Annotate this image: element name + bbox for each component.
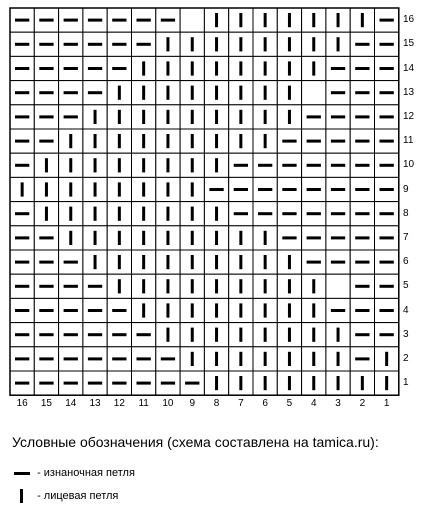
purl-stitch-mark [331,67,345,70]
purl-stitch-mark [282,212,296,215]
row-number-label: 3 [403,328,409,340]
knit-stitch-mark [215,328,218,342]
knit-stitch-mark [239,61,242,75]
knit-stitch-mark [191,134,194,148]
purl-stitch-mark [88,91,102,94]
knit-stitch-mark [191,279,194,293]
knit-stitch-mark [142,110,145,124]
knit-stitch-mark [264,134,267,148]
knit-stitch-mark [288,376,291,390]
purl-stitch-mark [331,140,345,143]
knit-stitch-mark [191,255,194,269]
knit-stitch-mark [166,86,169,100]
column-number-label: 5 [286,398,293,409]
knit-stitch-mark [288,303,291,317]
knit-stitch-mark [166,158,169,172]
purl-stitch-mark [355,212,369,215]
purl-stitch-mark [282,188,296,191]
knit-stitch-mark [264,37,267,51]
purl-stitch-mark [137,19,151,22]
knit-stitch-mark [264,86,267,100]
knit-stitch-mark [337,13,340,27]
knit-stitch-mark [239,37,242,51]
purl-stitch-mark [161,19,175,22]
purl-stitch-mark [380,115,394,118]
purl-stitch-mark [307,164,321,167]
knit-stitch-mark [288,110,291,124]
chart-cell [180,8,204,32]
knit-stitch-mark [166,328,169,342]
knit-stitch-mark [142,279,145,293]
knit-stitch-mark [312,352,315,366]
knit-stitch-mark [118,134,121,148]
purl-stitch-mark [112,382,126,385]
purl-stitch-mark [161,357,175,360]
purl-stitch-mark [355,333,369,336]
column-number-label: 8 [213,398,220,409]
purl-stitch-mark [258,188,272,191]
column-number-label: 6 [262,398,268,409]
knit-stitch-mark [191,110,194,124]
knit-stitch-mark [337,376,340,390]
knit-stitch-mark [45,182,48,196]
column-number-label: 1 [383,398,390,409]
purl-stitch-mark [15,67,29,70]
purl-stitch-mark [307,236,321,239]
knit-stitch-mark [215,37,218,51]
purl-stitch-mark [380,261,394,264]
knit-symbol-icon [12,489,34,503]
chart-cell [302,81,326,105]
purl-stitch-mark [64,115,78,118]
purl-stitch-mark [355,67,369,70]
knit-stitch-mark [142,231,145,245]
knit-stitch-mark [191,352,194,366]
purl-stitch-mark [355,236,369,239]
knit-stitch-mark [142,255,145,269]
knit-stitch-mark [264,303,267,317]
purl-stitch-mark [15,309,29,312]
knit-stitch-mark [264,61,267,75]
column-number-label: 15 [40,398,52,409]
column-number-label: 11 [138,398,149,409]
purl-stitch-mark [331,236,345,239]
legend-purl-label: - изнаночная петля [37,466,135,479]
purl-stitch-mark [307,212,321,215]
knit-stitch-mark [312,303,315,317]
column-number-label: 16 [16,398,28,409]
knit-stitch-mark [288,13,291,27]
purl-stitch-mark [64,333,78,336]
knit-stitch-mark [166,134,169,148]
purl-stitch-mark [39,333,53,336]
knit-stitch-mark [118,86,121,100]
row-number-label: 12 [403,110,415,122]
purl-stitch-mark [355,188,369,191]
knit-stitch-mark [264,279,267,293]
knit-stitch-mark [215,86,218,100]
knit-stitch-mark [215,158,218,172]
row-number-label: 1 [403,377,409,389]
knit-stitch-mark [239,255,242,269]
row-number-label: 4 [403,304,409,316]
purl-stitch-mark [331,91,345,94]
purl-stitch-mark [39,309,53,312]
purl-stitch-mark [234,212,248,215]
column-number-label: 13 [89,398,101,409]
purl-stitch-mark [88,333,102,336]
purl-stitch-mark [307,140,321,143]
legend-knit [12,489,118,503]
purl-stitch-mark [355,164,369,167]
purl-stitch-mark [380,43,394,46]
purl-stitch-mark [15,285,29,288]
knit-stitch-mark [191,303,194,317]
purl-stitch-mark [15,19,29,22]
purl-stitch-mark [15,43,29,46]
purl-stitch-mark [380,67,394,70]
knit-stitch-mark [239,352,242,366]
knit-stitch-mark [191,182,194,196]
legend-purl [12,466,135,480]
knit-stitch-mark [166,255,169,269]
knit-stitch-mark [239,303,242,317]
purl-stitch-mark [258,212,272,215]
purl-stitch-mark [15,140,29,143]
knit-stitch-mark [215,231,218,245]
purl-stitch-mark [380,212,394,215]
purl-stitch-mark [88,67,102,70]
purl-stitch-mark [15,164,29,167]
knit-stitch-mark [264,376,267,390]
purl-stitch-mark [137,333,151,336]
row-number-label: 2 [403,352,409,364]
purl-stitch-mark [39,91,53,94]
row-number-label: 16 [403,14,415,26]
purl-stitch-mark [39,67,53,70]
purl-stitch-mark [112,43,126,46]
knit-stitch-mark [118,110,121,124]
purl-stitch-mark [137,382,151,385]
purl-stitch-mark [258,164,272,167]
knit-stitch-mark [21,182,24,196]
knit-stitch-mark [45,207,48,221]
row-number-label: 15 [403,38,415,50]
legend-knit-label: - лицевая петля [37,489,119,502]
knit-stitch-mark [264,328,267,342]
purl-stitch-mark [161,382,175,385]
purl-stitch-mark [15,115,29,118]
purl-stitch-mark [39,19,53,22]
knit-stitch-mark [215,376,218,390]
purl-stitch-mark [355,285,369,288]
knit-stitch-mark [288,61,291,75]
knit-stitch-mark [215,207,218,221]
purl-stitch-mark [15,261,29,264]
purl-stitch-mark [137,357,151,360]
knit-stitch-mark [94,231,97,245]
knit-stitch-mark [69,158,72,172]
row-number-label: 13 [403,86,415,98]
knit-stitch-mark [142,61,145,75]
row-number-label: 8 [403,207,409,219]
knit-stitch-mark [166,231,169,245]
knit-stitch-mark [264,13,267,27]
purl-stitch-mark [331,188,345,191]
purl-stitch-mark [355,91,369,94]
knit-stitch-mark [166,110,169,124]
purl-stitch-mark [64,43,78,46]
purl-stitch-mark [355,43,369,46]
purl-stitch-mark [112,67,126,70]
purl-stitch-mark [112,357,126,360]
knit-stitch-mark [142,86,145,100]
purl-stitch-mark [112,309,126,312]
knit-stitch-mark [215,352,218,366]
knit-stitch-mark [94,207,97,221]
knit-stitch-mark [166,207,169,221]
knit-stitch-mark [191,231,194,245]
knit-stitch-mark [118,255,121,269]
purl-stitch-mark [39,357,53,360]
purl-stitch-mark [380,333,394,336]
purl-stitch-mark [39,285,53,288]
chart-cell [326,274,350,298]
knit-stitch-mark [166,37,169,51]
knit-stitch-mark [94,110,97,124]
purl-stitch-mark [380,19,394,22]
purl-stitch-mark [331,115,345,118]
knit-stitch-mark [191,86,194,100]
knit-stitch-mark [385,352,388,366]
knit-stitch-mark [239,279,242,293]
row-number-label: 9 [403,183,409,195]
purl-stitch-mark [64,285,78,288]
knit-stitch-mark [312,13,315,27]
purl-stitch-mark [380,188,394,191]
purl-stitch-mark [331,164,345,167]
knit-stitch-mark [191,158,194,172]
knit-stitch-mark [191,61,194,75]
purl-stitch-mark [380,91,394,94]
knit-stitch-mark [337,328,340,342]
knit-stitch-mark [239,86,242,100]
row-number-label: 6 [403,256,409,268]
purl-stitch-mark [112,19,126,22]
row-number-label: 11 [403,135,414,147]
purl-stitch-mark [64,261,78,264]
purl-stitch-mark [380,309,394,312]
knit-stitch-mark [142,134,145,148]
purl-stitch-mark [88,285,102,288]
knit-stitch-mark [239,376,242,390]
column-number-label: 7 [238,398,244,409]
knit-stitch-mark [264,231,267,245]
purl-stitch-mark [88,357,102,360]
purl-symbol-icon [12,466,34,480]
purl-stitch-mark [355,261,369,264]
knit-stitch-mark [215,110,218,124]
knit-stitch-mark [118,207,121,221]
purl-stitch-mark [331,261,345,264]
knit-stitch-mark [94,255,97,269]
knit-stitch-mark [166,182,169,196]
column-number-label: 14 [65,398,77,409]
purl-stitch-mark [15,357,29,360]
knit-stitch-mark [288,37,291,51]
purl-stitch-mark [15,333,29,336]
row-number-label: 7 [403,231,409,243]
purl-stitch-mark [307,188,321,191]
purl-stitch-mark [307,261,321,264]
purl-stitch-mark [39,140,53,143]
purl-stitch-mark [282,140,296,143]
knit-stitch-mark [69,182,72,196]
column-number-label: 12 [113,398,125,409]
knit-stitch-mark [166,279,169,293]
knit-stitch-mark [142,158,145,172]
purl-stitch-mark [64,357,78,360]
purl-stitch-mark [15,212,29,215]
column-number-label: 2 [359,398,366,409]
knit-stitch-mark [288,86,291,100]
knit-stitch-mark [288,352,291,366]
purl-stitch-mark [380,285,394,288]
knit-stitch-mark [264,110,267,124]
purl-stitch-mark [15,91,29,94]
knit-stitch-mark [118,158,121,172]
purl-stitch-mark [64,309,78,312]
knit-stitch-mark [94,134,97,148]
knit-stitch-mark [239,110,242,124]
row-number-label: 5 [403,280,409,292]
row-number-label: 10 [403,159,415,171]
knit-stitch-mark [118,231,121,245]
purl-stitch-mark [355,115,369,118]
knit-stitch-mark [118,279,121,293]
knit-stitch-mark [288,279,291,293]
column-number-label: 10 [162,398,174,409]
knit-stitch-mark [191,328,194,342]
knit-stitch-mark [142,303,145,317]
purl-stitch-mark [39,261,53,264]
purl-stitch-mark [380,140,394,143]
purl-stitch-mark [88,309,102,312]
knit-stitch-mark [312,376,315,390]
purl-stitch-mark [15,382,29,385]
knit-stitch-mark [361,376,364,390]
knit-stitch-mark [191,207,194,221]
knit-stitch-mark [142,207,145,221]
purl-stitch-mark [88,43,102,46]
purl-stitch-mark [380,164,394,167]
purl-stitch-mark [234,164,248,167]
knit-stitch-mark [166,61,169,75]
knit-stitch-mark [215,61,218,75]
knit-stitch-mark [94,158,97,172]
knit-stitch-mark [385,376,388,390]
knit-stitch-mark [288,255,291,269]
knit-stitch-mark [288,328,291,342]
knit-stitch-mark [337,352,340,366]
purl-stitch-mark [112,333,126,336]
purl-stitch-mark [380,236,394,239]
purl-stitch-mark [355,140,369,143]
column-number-label: 3 [335,398,341,409]
knit-stitch-mark [215,303,218,317]
knit-stitch-mark [239,231,242,245]
knit-stitch-mark [69,134,72,148]
purl-stitch-mark [355,309,369,312]
knit-stitch-mark [264,352,267,366]
purl-stitch-mark [39,43,53,46]
knit-stitch-mark [166,303,169,317]
purl-stitch-mark [355,357,369,360]
legend-title: Условные обозначения (схема составлена на tamica.ru): [12,434,379,450]
purl-stitch-mark [209,188,223,191]
column-number-label: 4 [310,398,317,409]
knit-stitch-mark [239,328,242,342]
knit-stitch-mark [312,37,315,51]
knit-stitch-mark [142,182,145,196]
knit-stitch-mark [312,328,315,342]
purl-stitch-mark [15,236,29,239]
purl-stitch-mark [64,91,78,94]
knit-stitch-mark [215,13,218,27]
purl-stitch-mark [64,382,78,385]
knit-stitch-mark [239,13,242,27]
purl-stitch-mark [64,67,78,70]
purl-stitch-mark [137,43,151,46]
purl-stitch-mark [282,164,296,167]
knit-stitch-mark [239,134,242,148]
knit-stitch-mark [215,134,218,148]
knit-stitch-mark [94,182,97,196]
knit-stitch-mark [312,279,315,293]
knit-stitch-mark [191,37,194,51]
knit-stitch-mark [337,37,340,51]
purl-stitch-mark [39,382,53,385]
purl-stitch-mark [88,382,102,385]
knit-stitch-mark [264,255,267,269]
knit-stitch-mark [361,13,364,27]
purl-stitch-mark [331,309,345,312]
row-number-label: 14 [403,62,415,74]
knit-stitch-mark [69,207,72,221]
knit-stitch-mark [312,61,315,75]
column-number-label: 9 [189,398,196,409]
knit-stitch-mark [215,279,218,293]
purl-stitch-mark [307,115,321,118]
knit-stitch-mark [45,158,48,172]
purl-stitch-mark [88,19,102,22]
purl-stitch-mark [282,236,296,239]
purl-stitch-mark [234,188,248,191]
purl-stitch-mark [185,382,199,385]
knit-stitch-mark [215,255,218,269]
purl-stitch-mark [39,236,53,239]
knit-stitch-mark [118,182,121,196]
knit-stitch-mark [69,231,72,245]
purl-stitch-mark [331,212,345,215]
purl-stitch-mark [64,19,78,22]
purl-stitch-mark [39,115,53,118]
